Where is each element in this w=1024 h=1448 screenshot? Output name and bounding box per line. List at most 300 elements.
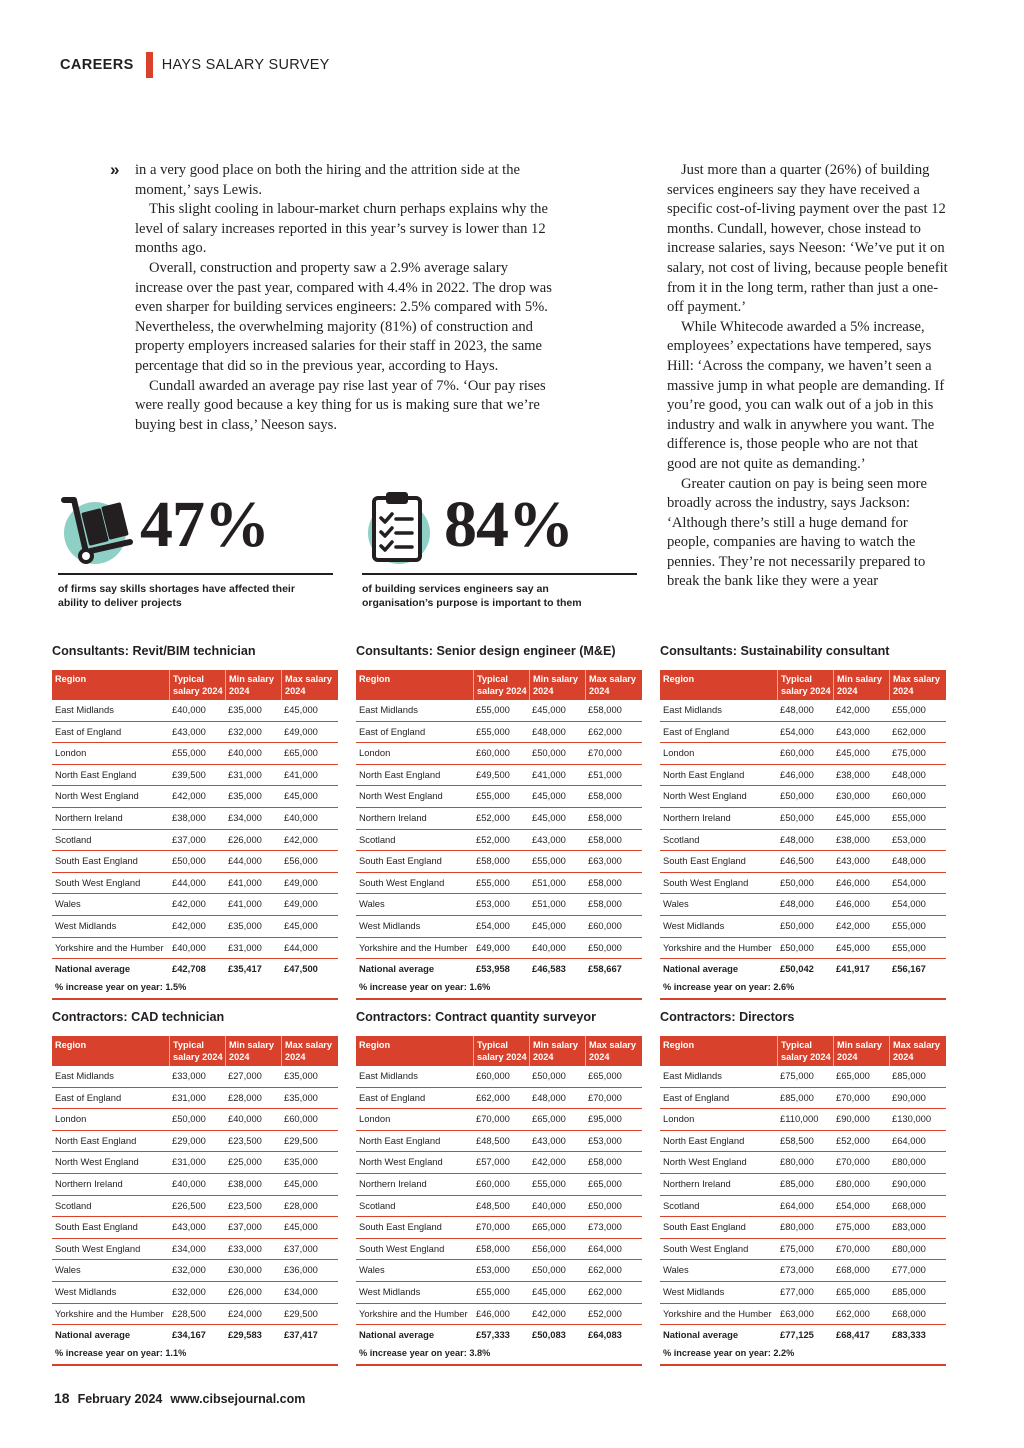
salary-cell: £51,000: [588, 768, 622, 780]
salary-cell: £58,000: [588, 811, 622, 823]
column-header: Min salary 2024: [833, 670, 889, 700]
table-row: [52, 938, 338, 960]
salary-cell: £45,000: [836, 747, 870, 759]
salary-cell: £33,000: [228, 1242, 262, 1254]
salary-cell: £32,000: [228, 725, 262, 737]
column-header: Region: [663, 674, 695, 684]
salary-cell: £38,000: [228, 1177, 262, 1189]
table-row: [52, 808, 338, 830]
region-cell: Scotland: [55, 1199, 92, 1211]
column-header: Min salary 2024: [225, 1036, 281, 1066]
salary-cell: £54,000: [780, 725, 814, 737]
salary-cell: £50,000: [172, 1113, 206, 1125]
salary-cell: £68,000: [892, 1199, 926, 1211]
column-header: Typical salary 2024: [473, 1036, 529, 1066]
national-average-value: £34,167: [172, 1329, 206, 1341]
salary-cell: £26,500: [172, 1199, 206, 1211]
salary-cell: £40,000: [172, 704, 206, 715]
salary-cell: £68,000: [836, 1264, 870, 1276]
region-cell: East Midlands: [663, 1070, 722, 1081]
table-row: [356, 830, 642, 852]
national-average-label: National average: [663, 1329, 739, 1341]
year-on-year-increase: % increase year on year: 1.1%: [52, 1346, 338, 1366]
table-row: [660, 786, 946, 808]
article-paragraph: Just more than a quarter (26%) of building services engineers say they have received a specific cost-of-living payment over the past 12 months. Cundall, however, chose instead to increase salaries, says Neeson: ‘We’ve put it on salary, not cost of living, because people benefit from it in the long term, rather than just a one-off payment.’: [667, 162, 948, 316]
region-cell: London: [55, 1113, 87, 1125]
salary-cell: £46,000: [476, 1307, 510, 1319]
stat-caption: of firms say skills shortages have affected their ability to deliver projects: [58, 583, 295, 609]
salary-cell: £42,000: [284, 833, 318, 845]
column-header: Min salary 2024: [529, 670, 585, 700]
salary-table-sustainability-consultant: [660, 643, 946, 1000]
region-cell: London: [663, 1113, 695, 1125]
clipboard-checklist-icon: [362, 486, 442, 566]
region-cell: South West England: [55, 876, 141, 888]
salary-cell: £70,000: [836, 1156, 870, 1168]
salary-cell: £48,500: [476, 1134, 510, 1146]
table-row: [660, 808, 946, 830]
national-average-value: £50,083: [532, 1329, 566, 1341]
salary-cell: £39,500: [172, 768, 206, 780]
salary-cell: £55,000: [892, 919, 926, 931]
salary-cell: £55,000: [476, 790, 510, 802]
region-cell: West Midlands: [359, 919, 421, 931]
article-column-2: [667, 161, 950, 592]
region-cell: South East England: [359, 1221, 442, 1233]
salary-cell: £44,000: [172, 876, 206, 888]
table-row: [52, 916, 338, 938]
year-on-year-increase: % increase year on year: 3.8%: [356, 1346, 642, 1366]
salary-cell: £60,000: [476, 747, 510, 759]
stat-divider: [58, 573, 333, 575]
salary-cell: £58,000: [588, 876, 622, 888]
salary-cell: £27,000: [228, 1070, 262, 1081]
national-average-value: £37,417: [284, 1329, 318, 1341]
national-average-row: [660, 959, 946, 980]
salary-cell: £41,000: [532, 768, 566, 780]
table-row: [356, 786, 642, 808]
table-row: [52, 1239, 338, 1261]
salary-cell: £50,000: [532, 1070, 566, 1081]
salary-cell: £42,000: [172, 790, 206, 802]
region-cell: London: [663, 747, 695, 759]
salary-cell: £41,000: [228, 898, 262, 910]
salary-cell: £50,000: [780, 811, 814, 823]
salary-cell: £53,000: [476, 898, 510, 910]
table-row: [52, 743, 338, 765]
salary-cell: £42,000: [532, 1307, 566, 1319]
salary-cell: £63,000: [588, 855, 622, 867]
region-cell: Wales: [55, 898, 81, 910]
salary-cell: £85,000: [892, 1070, 926, 1081]
salary-cell: £54,000: [892, 876, 926, 888]
national-average-row: [52, 959, 338, 980]
national-average-label: National average: [359, 1329, 435, 1341]
national-average-value: £42,708: [172, 963, 206, 975]
section-label: CAREERS: [60, 57, 134, 73]
salary-cell: £60,000: [476, 1177, 510, 1189]
salary-cell: £57,000: [476, 1156, 510, 1168]
column-header: Region: [359, 1040, 391, 1050]
salary-cell: £29,500: [284, 1134, 318, 1146]
salary-cell: £31,000: [228, 768, 262, 780]
salary-cell: £35,000: [284, 1156, 318, 1168]
salary-cell: £62,000: [588, 1264, 622, 1276]
salary-cell: £45,000: [284, 790, 318, 802]
table-row: [356, 873, 642, 895]
region-cell: East Midlands: [359, 1070, 418, 1081]
salary-cell: £49,000: [476, 941, 510, 953]
salary-cell: £53,000: [476, 1264, 510, 1276]
salary-cell: £38,000: [836, 833, 870, 845]
salary-cell: £70,000: [588, 1091, 622, 1103]
salary-cell: £41,000: [284, 768, 318, 780]
region-cell: East of England: [55, 725, 122, 737]
table-title: Contractors: Contract quantity surveyor: [356, 1010, 597, 1024]
article-paragraph: This slight cooling in labour-market churn perhaps explains why the level of salary increases reported in this year’s survey is lower than 12 months ago.: [135, 201, 548, 257]
page-number: 18: [54, 1390, 70, 1406]
salary-cell: £80,000: [892, 1242, 926, 1254]
salary-cell: £46,000: [780, 768, 814, 780]
salary-cell: £62,000: [588, 725, 622, 737]
salary-cell: £45,000: [284, 704, 318, 715]
stat-value: 47%: [140, 488, 269, 561]
table-row: [660, 916, 946, 938]
salary-cell: £55,000: [892, 704, 926, 715]
salary-cell: £70,000: [836, 1242, 870, 1254]
salary-cell: £28,000: [228, 1091, 262, 1103]
table-header-row: [356, 670, 642, 700]
section-title: HAYS SALARY SURVEY: [161, 57, 330, 73]
region-cell: Yorkshire and the Humber: [359, 1307, 468, 1319]
salary-cell: £49,000: [284, 725, 318, 737]
region-cell: East of England: [359, 1091, 426, 1103]
salary-cell: £52,000: [476, 811, 510, 823]
salary-cell: £45,000: [836, 811, 870, 823]
region-cell: South West England: [55, 1242, 141, 1254]
salary-cell: £43,000: [532, 1134, 566, 1146]
salary-cell: £40,000: [172, 941, 206, 953]
region-cell: Northern Ireland: [55, 811, 123, 823]
salary-cell: £51,000: [532, 898, 566, 910]
table-header-row: [660, 670, 946, 700]
table-row: [660, 1260, 946, 1282]
salary-cell: £48,000: [532, 725, 566, 737]
salary-cell: £37,000: [228, 1221, 262, 1233]
salary-cell: £55,000: [476, 1285, 510, 1297]
national-average-value: £64,083: [588, 1329, 622, 1341]
salary-cell: £70,000: [476, 1221, 510, 1233]
stat-callout-skills: [58, 480, 333, 620]
salary-cell: £34,000: [228, 811, 262, 823]
region-cell: South West England: [359, 1242, 445, 1254]
table-row: [52, 1066, 338, 1088]
salary-cell: £42,000: [836, 704, 870, 715]
column-header: Region: [359, 674, 391, 684]
table-row: [356, 1260, 642, 1282]
table-title: Consultants: Senior design engineer (M&E): [356, 644, 616, 658]
table-row: [52, 1131, 338, 1153]
region-cell: Scotland: [359, 833, 396, 845]
region-cell: Yorkshire and the Humber: [663, 1307, 772, 1319]
salary-cell: £45,000: [836, 941, 870, 953]
column-header: Region: [55, 1040, 87, 1050]
table-row: [660, 1152, 946, 1174]
column-header: Typical salary 2024: [777, 670, 833, 700]
salary-cell: £85,000: [780, 1177, 814, 1189]
region-cell: Northern Ireland: [663, 1177, 731, 1189]
region-cell: West Midlands: [55, 919, 117, 931]
table-row: [660, 1239, 946, 1261]
table-row: [356, 851, 642, 873]
region-cell: East of England: [55, 1091, 122, 1103]
national-average-label: National average: [663, 963, 739, 975]
national-average-label: National average: [359, 963, 435, 975]
table-row: [356, 916, 642, 938]
salary-cell: £62,000: [588, 1285, 622, 1297]
salary-cell: £45,000: [284, 1177, 318, 1189]
salary-cell: £55,000: [532, 1177, 566, 1189]
table-row: [52, 1260, 338, 1282]
national-average-row: [52, 1325, 338, 1346]
website-link[interactable]: www.cibsejournal.com: [170, 1392, 306, 1406]
salary-cell: £23,500: [228, 1199, 262, 1211]
salary-cell: £48,000: [780, 704, 814, 715]
salary-cell: £34,000: [172, 1242, 206, 1254]
salary-cell: £29,000: [172, 1134, 206, 1146]
salary-cell: £65,000: [532, 1113, 566, 1125]
article-paragraph: Cundall awarded an average pay rise last year of 7%. ‘Our pay rises were really good because a key thing for us is making sure that we’re buying best in class,’ Neeson says.: [135, 377, 546, 433]
salary-cell: £35,000: [228, 790, 262, 802]
table-row: [52, 700, 338, 722]
table-row: [660, 938, 946, 960]
salary-cell: £58,000: [588, 833, 622, 845]
region-cell: Northern Ireland: [55, 1177, 123, 1189]
table-title: Contractors: Directors: [660, 1010, 795, 1024]
table-row: [660, 1304, 946, 1326]
article-paragraph: Greater caution on pay is being seen more broadly across the industry, says Jackson: ‘Although there’s still a huge demand for people, companies are having to watch the pennies. They’re not necessarily prepared to break the bank like they were a year: [667, 475, 927, 590]
table-title: Consultants: Revit/BIM technician: [52, 644, 256, 658]
table-row: [52, 722, 338, 744]
table-row: [356, 722, 642, 744]
salary-cell: £44,000: [284, 941, 318, 953]
salary-cell: £68,000: [892, 1307, 926, 1319]
table-row: [52, 1217, 338, 1239]
salary-cell: £49,500: [476, 768, 510, 780]
salary-cell: £64,000: [588, 1242, 622, 1254]
salary-cell: £90,000: [836, 1113, 870, 1125]
article-column-1: [135, 161, 557, 435]
salary-table-cad-technician: [52, 1009, 338, 1366]
national-average-value: £56,167: [892, 963, 926, 975]
table-title: Consultants: Sustainability consultant: [660, 644, 890, 658]
region-cell: East Midlands: [359, 704, 418, 715]
region-cell: Yorkshire and the Humber: [55, 1307, 164, 1319]
salary-cell: £75,000: [780, 1070, 814, 1081]
salary-cell: £41,000: [228, 876, 262, 888]
salary-cell: £37,000: [284, 1242, 318, 1254]
region-cell: East Midlands: [55, 1070, 114, 1081]
region-cell: North East England: [359, 768, 441, 780]
region-cell: North East England: [55, 1134, 137, 1146]
salary-cell: £35,000: [284, 1070, 318, 1081]
salary-cell: £33,000: [172, 1070, 206, 1081]
region-cell: East of England: [663, 725, 730, 737]
table-row: [660, 1174, 946, 1196]
table-row: [52, 765, 338, 787]
salary-cell: £54,000: [836, 1199, 870, 1211]
salary-cell: £30,000: [228, 1264, 262, 1276]
salary-cell: £48,500: [476, 1199, 510, 1211]
salary-cell: £55,000: [172, 747, 206, 759]
table-row: [660, 700, 946, 722]
national-average-value: £58,667: [588, 963, 622, 975]
column-header: Typical salary 2024: [473, 670, 529, 700]
national-average-value: £29,583: [228, 1329, 262, 1341]
region-cell: North East England: [663, 768, 745, 780]
region-cell: Yorkshire and the Humber: [55, 941, 164, 953]
salary-cell: £130,000: [892, 1113, 932, 1125]
region-cell: Yorkshire and the Humber: [663, 941, 772, 953]
table-row: [52, 830, 338, 852]
region-cell: London: [359, 1113, 391, 1125]
region-cell: Wales: [359, 898, 385, 910]
region-cell: North West England: [663, 1156, 747, 1168]
region-cell: West Midlands: [359, 1285, 421, 1297]
salary-cell: £65,000: [284, 747, 318, 759]
table-row: [52, 851, 338, 873]
column-header: Max salary 2024: [889, 670, 946, 700]
salary-cell: £50,000: [172, 855, 206, 867]
table-row: [356, 808, 642, 830]
table-row: [356, 1131, 642, 1153]
salary-cell: £50,000: [780, 941, 814, 953]
table-row: [356, 1066, 642, 1088]
salary-cell: £65,000: [836, 1285, 870, 1297]
table-row: [356, 1217, 642, 1239]
salary-cell: £70,000: [588, 747, 622, 759]
salary-cell: £54,000: [476, 919, 510, 931]
table-row: [660, 1131, 946, 1153]
salary-cell: £64,000: [780, 1199, 814, 1211]
national-average-value: £53,958: [476, 963, 510, 975]
salary-cell: £48,000: [780, 833, 814, 845]
national-average-value: £83,333: [892, 1329, 926, 1341]
column-header: Min salary 2024: [529, 1036, 585, 1066]
column-header: Typical salary 2024: [777, 1036, 833, 1066]
salary-cell: £37,000: [172, 833, 206, 845]
salary-cell: £50,000: [588, 1199, 622, 1211]
salary-cell: £23,500: [228, 1134, 262, 1146]
region-cell: East Midlands: [663, 704, 722, 715]
table-row: [660, 894, 946, 916]
national-average-row: [356, 959, 642, 980]
column-header: Region: [55, 674, 87, 684]
table-row: [356, 1304, 642, 1326]
table-header-row: [52, 670, 338, 700]
table-row: [660, 765, 946, 787]
salary-cell: £43,000: [836, 855, 870, 867]
table-row: [52, 894, 338, 916]
salary-table-revit-bim: [52, 643, 338, 1000]
salary-cell: £63,000: [780, 1307, 814, 1319]
salary-cell: £60,000: [780, 747, 814, 759]
salary-cell: £52,000: [588, 1307, 622, 1319]
salary-cell: £65,000: [532, 1221, 566, 1233]
salary-cell: £77,000: [780, 1285, 814, 1297]
salary-cell: £50,000: [780, 790, 814, 802]
salary-cell: £45,000: [532, 790, 566, 802]
salary-cell: £46,000: [836, 876, 870, 888]
chevron-double-right-icon: »: [110, 160, 120, 179]
salary-cell: £51,000: [532, 876, 566, 888]
region-cell: West Midlands: [55, 1285, 117, 1297]
stat-divider: [362, 573, 637, 575]
salary-cell: £31,000: [172, 1156, 206, 1168]
table-row: [52, 1152, 338, 1174]
table-row: [660, 873, 946, 895]
salary-cell: £60,000: [476, 1070, 510, 1081]
region-cell: North West England: [663, 790, 747, 802]
salary-cell: £45,000: [284, 1221, 318, 1233]
salary-cell: £56,000: [284, 855, 318, 867]
region-cell: West Midlands: [663, 1285, 725, 1297]
salary-cell: £42,000: [172, 919, 206, 931]
column-header: Min salary 2024: [225, 670, 281, 700]
table-row: [660, 1088, 946, 1110]
salary-cell: £31,000: [228, 941, 262, 953]
national-average-value: £35,417: [228, 963, 262, 975]
region-cell: West Midlands: [663, 919, 725, 931]
table-row: [660, 830, 946, 852]
table-header-row: [660, 1036, 946, 1066]
region-cell: North East England: [55, 768, 137, 780]
column-header: Min salary 2024: [833, 1036, 889, 1066]
salary-cell: £32,000: [172, 1264, 206, 1276]
column-header: Region: [663, 1040, 695, 1050]
table-row: [660, 1109, 946, 1131]
table-row: [660, 722, 946, 744]
region-cell: South West England: [663, 1242, 749, 1254]
salary-cell: £45,000: [532, 1285, 566, 1297]
salary-cell: £48,000: [892, 855, 926, 867]
table-row: [660, 1217, 946, 1239]
region-cell: North East England: [663, 1134, 745, 1146]
region-cell: Wales: [663, 898, 689, 910]
region-cell: London: [55, 747, 87, 759]
column-header: Max salary 2024: [585, 1036, 642, 1066]
salary-cell: £50,000: [588, 941, 622, 953]
table-row: [52, 786, 338, 808]
region-cell: South East England: [359, 855, 442, 867]
national-average-value: £46,583: [532, 963, 566, 975]
salary-cell: £48,000: [532, 1091, 566, 1103]
salary-cell: £65,000: [836, 1070, 870, 1081]
national-average-value: £47,500: [284, 963, 318, 975]
salary-cell: £25,000: [228, 1156, 262, 1168]
salary-cell: £34,000: [284, 1285, 318, 1297]
stat-callout-purpose: [362, 480, 637, 620]
salary-cell: £45,000: [532, 919, 566, 931]
table-row: [660, 1196, 946, 1218]
year-on-year-increase: % increase year on year: 2.6%: [660, 980, 946, 1000]
salary-cell: £43,000: [836, 725, 870, 737]
salary-cell: £95,000: [588, 1113, 622, 1125]
salary-cell: £90,000: [892, 1177, 926, 1189]
salary-cell: £44,000: [228, 855, 262, 867]
salary-cell: £53,000: [588, 1134, 622, 1146]
salary-cell: £85,000: [780, 1091, 814, 1103]
